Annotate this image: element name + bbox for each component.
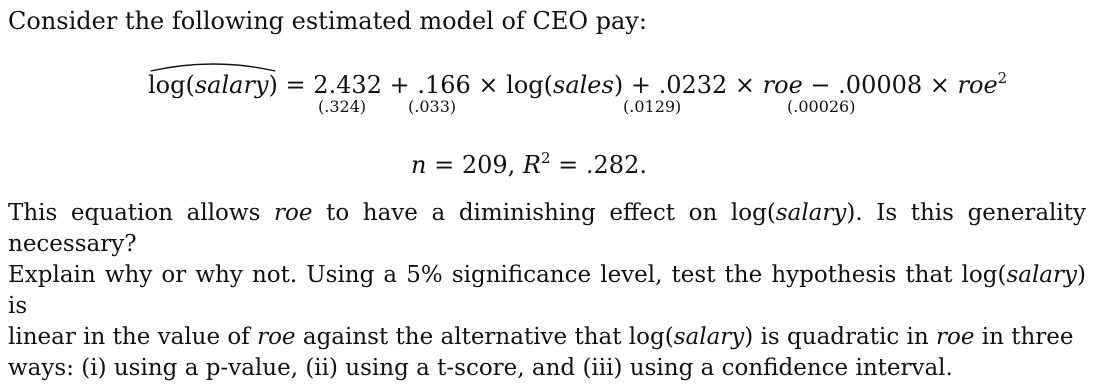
- times-sign: ×: [922, 71, 958, 99]
- lhs-hat-term: [148, 70, 278, 100]
- se-sales: (.033): [408, 97, 457, 116]
- text: against the alternative that log(: [295, 324, 674, 350]
- se-intercept: (.324): [318, 97, 367, 116]
- question-line: [8, 260, 1086, 322]
- r-exponent: 2: [540, 149, 551, 167]
- text: linear in the value of: [8, 324, 258, 350]
- plus-sign: +: [623, 71, 659, 99]
- text: ). Is this generality necessary?: [8, 200, 1086, 257]
- sales-var: sales: [553, 71, 614, 99]
- n-value: = 209,: [426, 151, 523, 179]
- text: to have a diminishing effect on log(: [312, 200, 776, 226]
- eq-sign: =: [277, 71, 314, 99]
- roe2-var: roe: [957, 71, 998, 99]
- intro-text: Consider the following estimated model of CEO pay:: [8, 7, 647, 35]
- math-var: roe: [274, 200, 313, 226]
- minus-sign: −: [802, 71, 839, 99]
- text: Explain why or why not. Using a 5% significance level, test the hypothesis that log(: [8, 262, 1007, 288]
- question-line: [8, 198, 1086, 260]
- lhs-var: salary: [194, 71, 269, 99]
- n-var: n: [411, 151, 427, 179]
- times-log: × log(: [470, 71, 553, 99]
- roe-coef: .0232: [658, 71, 728, 99]
- math-var: roe: [936, 324, 975, 350]
- times-sign: ×: [727, 71, 763, 99]
- text: in three: [974, 324, 1074, 350]
- math-var: salary: [1006, 262, 1078, 288]
- sales-coef: .166: [417, 71, 471, 99]
- roe-var: roe: [762, 71, 803, 99]
- r-squared-value: = .282.: [550, 151, 647, 179]
- plus-sign: +: [381, 71, 418, 99]
- r-var: R: [522, 151, 541, 179]
- hat-accent-icon: [148, 60, 278, 72]
- question-paragraph: [8, 198, 1086, 384]
- se-roe: (.0129): [623, 97, 682, 116]
- math-var: salary: [673, 324, 745, 350]
- math-var: roe: [257, 324, 296, 350]
- close-paren: ): [613, 71, 624, 99]
- lhs-func: log(: [148, 71, 195, 99]
- text: ) is: [8, 262, 1086, 319]
- text: ) is quadratic in: [744, 324, 936, 350]
- text: This equation allows: [8, 200, 275, 226]
- question-line: ways: (i) using a p-value, (ii) using a t-score, and (iii) using a confidence interval.: [8, 355, 953, 381]
- roe2-coef: .00008: [838, 71, 923, 99]
- question-line: [8, 322, 1086, 353]
- exponent: 2: [997, 69, 1008, 87]
- se-roe2: (.00026): [787, 97, 856, 116]
- intercept-coef: 2.432: [313, 71, 382, 99]
- lhs-close: ): [268, 71, 278, 99]
- math-var: salary: [775, 200, 847, 226]
- model-stats: [411, 150, 647, 180]
- regression-equation: [148, 70, 1007, 100]
